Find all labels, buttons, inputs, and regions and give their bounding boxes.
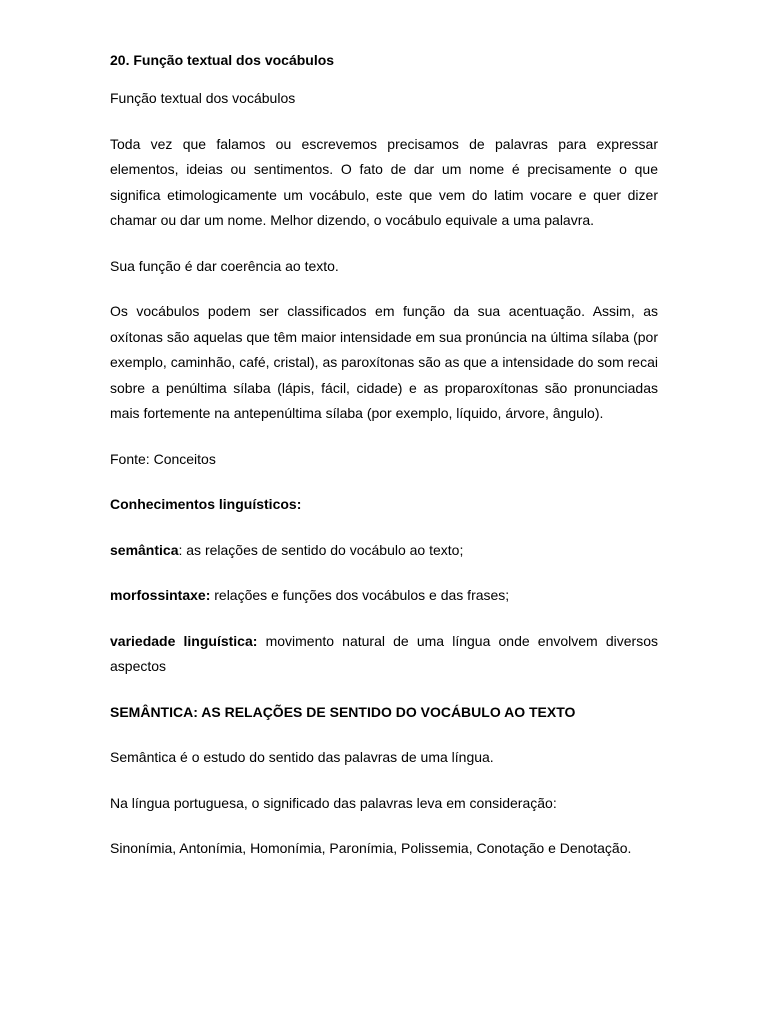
document-title: 20. Função textual dos vocábulos (110, 52, 335, 68)
source-note: Fonte: Conceitos (110, 450, 216, 467)
paragraph-semantics-definition: Semântica é o estudo do sentido das palavras de uma língua. (110, 749, 494, 765)
paragraph-accentuation: Os vocábulos podem ser classificados em função da sua acentuação. Assim, as oxítonas são aquelas que têm maior intensidade em sua pronúncia na última sílaba (por exemplo, caminhão, café, cristal), as paroxítonas são as que a intensidade do som recai sobre a penúltima sílaba (lápis, fácil, cidade) e as proparoxítonas são pronunciadas mais fortemente na antepenúltima sílaba (por exemplo, líquido, árvore, ângulo). (110, 303, 658, 421)
paragraph-function: Sua função é dar coerência ao texto. (110, 257, 339, 274)
term-description: movimento natural de uma língua onde envolvem diversos aspectos (110, 632, 658, 674)
term-label: semântica (110, 541, 179, 558)
list-item-variedade (110, 629, 658, 680)
section-heading: SEMÂNTICA: AS RELAÇÕES DE SENTIDO DO VOCÁBULO AO TEXTO (110, 703, 576, 720)
knowledge-heading: Conhecimentos linguísticos: (110, 496, 302, 512)
paragraph-intro: Toda vez que falamos ou escrevemos precisamos de palavras para expressar elementos, ideias ou sentimentos. O fato de dar um nome é precisamente o que significa etimologicamente um vocábulo, este que vem do latim vocare e quer dizer chamar ou dar um nome. Melhor dizendo, o vocábulo equivale a uma palavra. (110, 135, 658, 228)
term-description: relações e funções dos vocábulos e das frases; (210, 587, 510, 603)
paragraph-relations-list: Sinonímia, Antonímia, Homonímia, Paronímia, Polissemia, Conotação e Denotação. (110, 840, 632, 856)
list-item-semantica (110, 538, 658, 564)
term-label: morfossintaxe: (110, 587, 211, 603)
document-subtitle: Função textual dos vocábulos (110, 90, 296, 106)
term-description: : as relações de sentido do vocábulo ao texto; (178, 541, 464, 558)
list-item-morfossintaxe (110, 583, 658, 609)
paragraph-meaning-consideration: Na língua portuguesa, o significado das palavras leva em consideração: (110, 794, 557, 811)
document-page (110, 50, 658, 862)
term-label: variedade linguística: (110, 632, 258, 649)
